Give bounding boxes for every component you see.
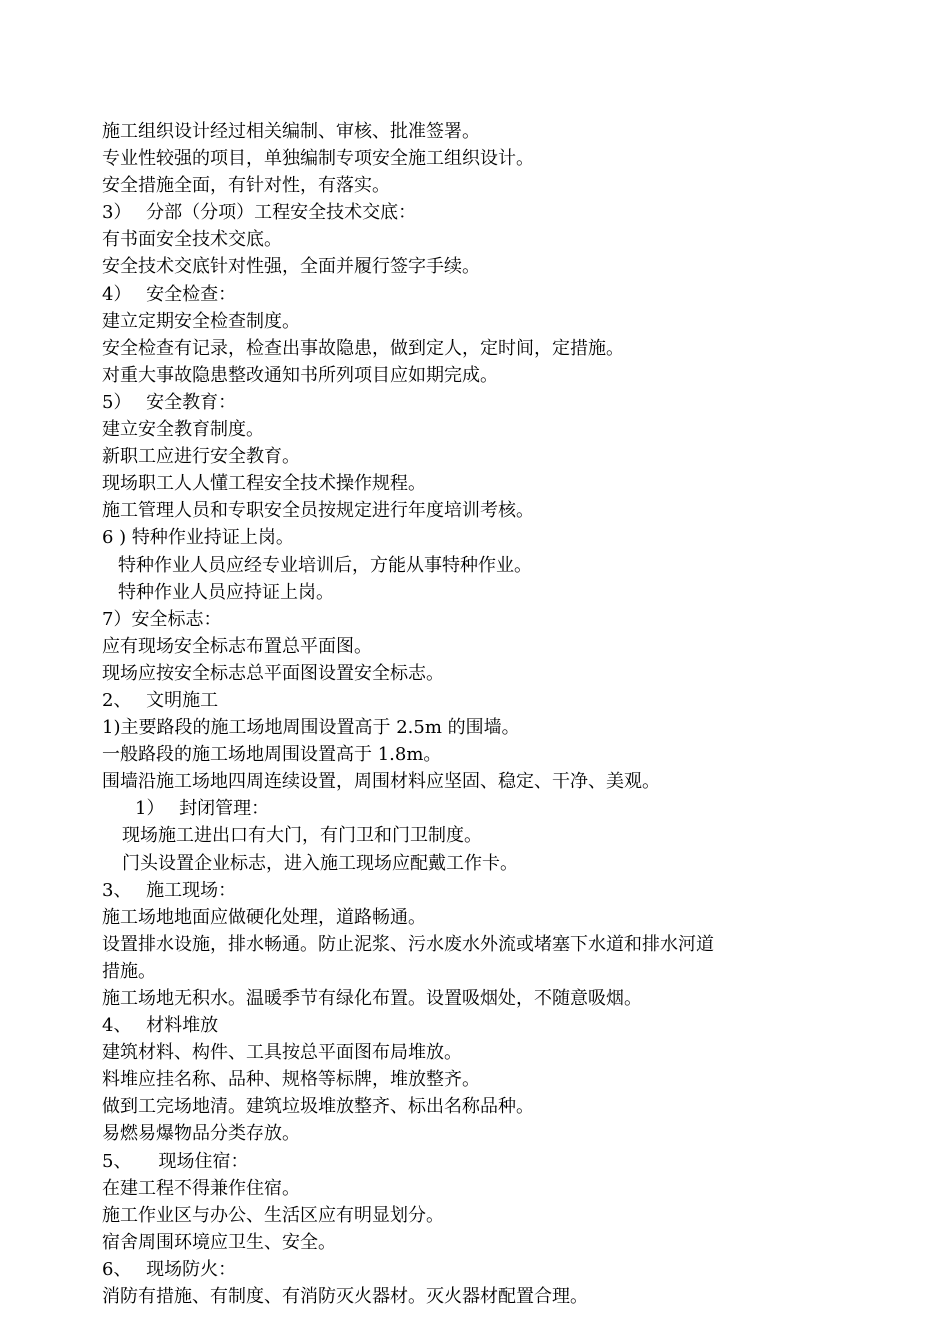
text-line: 措施。 bbox=[102, 960, 156, 982]
document-page bbox=[0, 118, 950, 1310]
section-heading: 4） 安全检查： bbox=[102, 283, 237, 305]
text-line: 施工场地地面应做硬化处理，道路畅通。 bbox=[102, 906, 426, 928]
text-line: 一般路段的施工场地周围设置高于 1.8m。 bbox=[102, 744, 442, 766]
section-heading: 5） 安全教育： bbox=[102, 391, 237, 413]
text-line: 在建工程不得兼作住宿。 bbox=[102, 1177, 300, 1199]
text-line: 施工组织设计经过相关编制、审核、批准签署。 bbox=[102, 121, 480, 142]
text-line: 建立定期安全检查制度。 bbox=[102, 310, 300, 332]
section-heading: 5、 现场住宿： bbox=[102, 1150, 249, 1172]
text-line: 施工管理人员和专职安全员按规定进行年度培训考核。 bbox=[102, 500, 534, 522]
section-heading: 6、 现场防火： bbox=[102, 1258, 237, 1280]
section-heading: 7）安全标志： bbox=[102, 608, 222, 630]
text-line: 安全措施全面，有针对性，有落实。 bbox=[102, 175, 390, 197]
section-heading: 2、 文明施工 bbox=[102, 689, 219, 711]
text-line: 现场应按安全标志总平面图设置安全标志。 bbox=[102, 662, 444, 684]
text-line: 施工场地无积水。温暖季节有绿化布置。设置吸烟处，不随意吸烟。 bbox=[102, 988, 642, 1009]
text-line: 安全技术交底针对性强，全面并履行签字手续。 bbox=[102, 256, 480, 278]
text-line: 建立安全教育制度。 bbox=[102, 419, 264, 441]
section-heading: 4、 材料堆放 bbox=[102, 1015, 219, 1037]
section-heading: 6 ) 特种作业持证上岗。 bbox=[102, 527, 294, 549]
text-line: 消防有措施、有制度、有消防灭火器材。灭火器材配置合理。 bbox=[102, 1286, 588, 1308]
text-line: 现场职工人人懂工程安全技术操作规程。 bbox=[102, 473, 426, 495]
text-line: 有书面安全技术交底。 bbox=[102, 229, 282, 251]
text-line: 特种作业人员应持证上岗。 bbox=[118, 581, 334, 603]
text-line: 料堆应挂名称、品种、规格等标牌，堆放整齐。 bbox=[102, 1069, 480, 1091]
text-line: 门头设置企业标志，进入施工现场应配戴工作卡。 bbox=[122, 852, 518, 874]
text-line: 现场施工进出口有大门，有门卫和门卫制度。 bbox=[122, 825, 482, 847]
text-line: 做到工完场地清。建筑垃圾堆放整齐、标出名称品种。 bbox=[102, 1096, 534, 1118]
section-heading: 3、 施工现场： bbox=[102, 879, 237, 901]
text-line: 应有现场安全标志布置总平面图。 bbox=[102, 635, 372, 657]
text-line: 设置排水设施，排水畅通。防止泥浆、污水废水外流或堵塞下水道和排水河道 bbox=[102, 933, 714, 955]
section-heading: 1） 封闭管理： bbox=[135, 798, 270, 820]
section-heading: 3） 分部（分项）工程安全技术交底： bbox=[102, 202, 417, 224]
text-line: 1)主要路段的施工场地周围设置高于 2.5m 的围墙。 bbox=[102, 717, 520, 739]
text-line: 对重大事故隐患整改通知书所列项目应如期完成。 bbox=[102, 364, 498, 386]
text-line: 宿舍周围环境应卫生、安全。 bbox=[102, 1231, 336, 1253]
text-line: 围墙沿施工场地四周连续设置，周围材料应坚固、稳定、干净、美观。 bbox=[102, 771, 660, 793]
text-line: 特种作业人员应经专业培训后，方能从事特种作业。 bbox=[118, 554, 532, 576]
text-line: 专业性较强的项目，单独编制专项安全施工组织设计。 bbox=[102, 148, 534, 170]
text-line: 施工作业区与办公、生活区应有明显划分。 bbox=[102, 1204, 444, 1226]
text-line: 新职工应进行安全教育。 bbox=[102, 446, 300, 468]
text-line: 易燃易爆物品分类存放。 bbox=[102, 1123, 300, 1145]
text-line: 安全检查有记录，检查出事故隐患，做到定人，定时间，定措施。 bbox=[102, 337, 624, 359]
text-line: 建筑材料、构件、工具按总平面图布局堆放。 bbox=[102, 1042, 462, 1064]
